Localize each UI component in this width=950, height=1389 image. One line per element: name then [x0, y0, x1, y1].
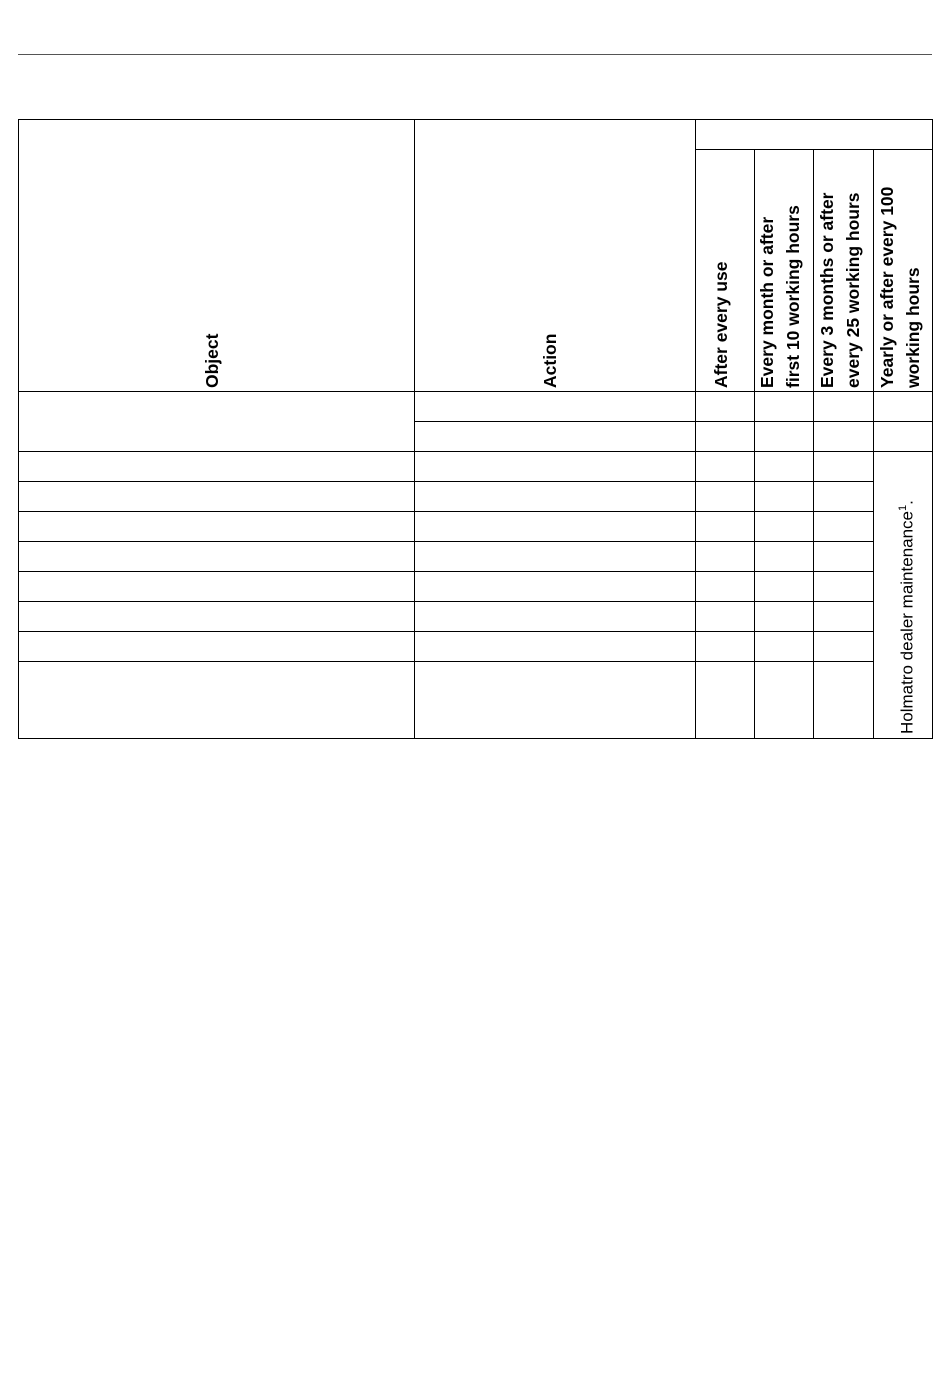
header-action: Action	[540, 333, 560, 388]
header-yearly-line-1: Yearly or after every 100	[877, 186, 897, 388]
header-monthly-line-2: first 10 working hours	[783, 205, 803, 388]
header-yearly	[874, 187, 926, 388]
header-monthly	[754, 205, 806, 388]
header-yearly-line-2: working hours	[903, 267, 923, 388]
footnote-mark: 1	[897, 504, 909, 511]
note-text: Holmatro dealer maintenance	[897, 510, 917, 734]
header-monthly-line-1: Every month or after	[757, 216, 777, 388]
header-after-every-use: After every use	[711, 261, 731, 388]
header-quarterly	[814, 193, 866, 389]
header-quarterly-line-2: every 25 working hours	[843, 192, 863, 388]
header-object: Object	[202, 333, 222, 388]
yearly-dealer-maintenance-note	[890, 500, 921, 734]
note-trailing: .	[897, 500, 917, 505]
header-quarterly-line-1: Every 3 months or after	[817, 192, 837, 388]
